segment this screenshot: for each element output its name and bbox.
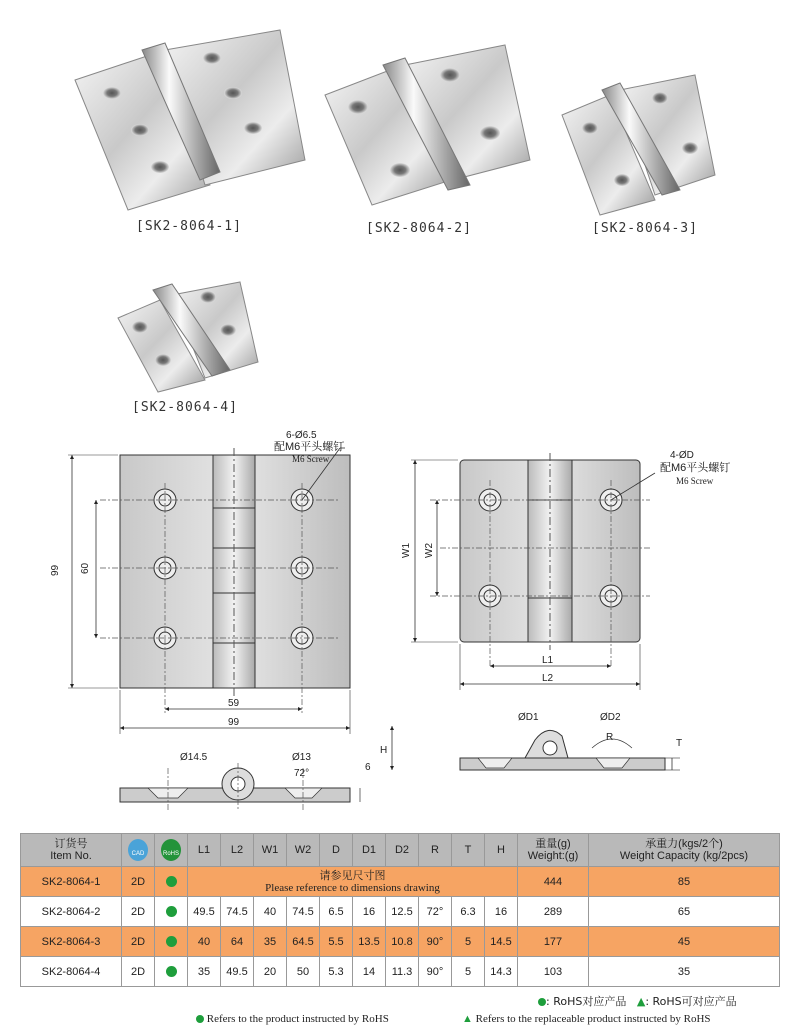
cell-item: SK2-8064-3 <box>21 927 122 957</box>
th-l1: L1 <box>188 834 221 867</box>
cell-cad: 2D <box>122 897 155 927</box>
table-header-row <box>21 834 780 867</box>
product-photos <box>0 0 800 420</box>
product-code-2: [SK2-8064-2] <box>366 221 472 236</box>
table-row <box>21 897 780 927</box>
rohs-dot-icon <box>166 936 177 947</box>
th-w1: W1 <box>254 834 287 867</box>
cell-t: 6.3 <box>452 897 485 927</box>
table-row <box>21 927 780 957</box>
cell-rohs <box>155 957 188 987</box>
triangle-icon: ▲ <box>462 1013 473 1025</box>
cell-d: 5.5 <box>320 927 353 957</box>
drawing1-side-view <box>120 763 360 810</box>
cell-cad: 2D <box>122 927 155 957</box>
drawing1-dim-height: 99 <box>50 564 61 576</box>
drawing1-dim-cs: Ø14.5 <box>180 752 208 763</box>
drawing2-h: H <box>380 745 388 756</box>
cell-item: SK2-8064-2 <box>21 897 122 927</box>
th-weight: 重量(g) Weight:(g) <box>518 834 589 867</box>
drawing2-hole-label: 4-ØD <box>670 450 694 461</box>
hinge-photo-3 <box>562 75 715 215</box>
table-row <box>21 867 780 897</box>
drawing2-d1: ØD1 <box>518 712 539 723</box>
drawing1-front-view <box>68 448 350 734</box>
cell-weight: 103 <box>518 957 589 987</box>
th-l2: L2 <box>221 834 254 867</box>
rohs-dot-icon <box>166 966 177 977</box>
drawing2-l2: L2 <box>542 673 554 684</box>
cell-rohs <box>155 867 188 897</box>
cell-capacity: 85 <box>589 867 780 897</box>
product-code-1: [SK2-8064-1] <box>136 219 242 234</box>
th-capacity: 承重力(kgs/2个) Weight Capacity (kg/2pcs) <box>589 834 780 867</box>
drawing2-d2: ØD2 <box>600 712 621 723</box>
hinge-photo-1 <box>75 30 305 210</box>
cell-d1: 16 <box>353 897 386 927</box>
drawing2-w2: W2 <box>424 543 435 558</box>
cell-h: 14.3 <box>485 957 518 987</box>
table-row <box>21 957 780 987</box>
drawing2-side-view <box>392 726 683 770</box>
cell-item: SK2-8064-1 <box>21 867 122 897</box>
cell-l1: 49.5 <box>188 897 221 927</box>
rohs-dot-icon <box>166 876 177 887</box>
drawing1-hole-label: 6-Ø6.5 <box>286 430 317 441</box>
hinge-photo-2 <box>325 45 530 205</box>
cell-capacity: 35 <box>589 957 780 987</box>
cell-l1: 40 <box>188 927 221 957</box>
cell-l2: 74.5 <box>221 897 254 927</box>
cell-d2: 11.3 <box>386 957 419 987</box>
legend-en-1: Refers to the product instructed by RoHS <box>196 1013 389 1025</box>
drawing2-t: T <box>676 738 683 749</box>
cell-d2: 12.5 <box>386 897 419 927</box>
cell-w2: 50 <box>287 957 320 987</box>
cell-d1: 14 <box>353 957 386 987</box>
cell-rohs <box>155 927 188 957</box>
drawing2-l1: L1 <box>542 655 554 666</box>
cell-note: 请参见尺寸图 Please reference to dimensions drawing <box>188 867 518 897</box>
cell-w1: 20 <box>254 957 287 987</box>
drawing1-dim-width: 99 <box>228 717 240 728</box>
product-code-3: [SK2-8064-3] <box>592 221 698 236</box>
technical-drawings <box>0 418 800 818</box>
drawing1-screw-en: M6 Screw <box>292 454 330 464</box>
rohs-dot-icon <box>166 906 177 917</box>
drawing2-w1: W1 <box>401 543 412 558</box>
cell-w2: 74.5 <box>287 897 320 927</box>
cell-capacity: 65 <box>589 897 780 927</box>
cell-weight: 444 <box>518 867 589 897</box>
cell-l1: 35 <box>188 957 221 987</box>
cell-l2: 64 <box>221 927 254 957</box>
cell-d1: 13.5 <box>353 927 386 957</box>
cell-w1: 40 <box>254 897 287 927</box>
drawing2-front-view <box>411 453 655 690</box>
cell-capacity: 45 <box>589 927 780 957</box>
drawing1-screw-cn: 配M6平头螺钉 <box>274 441 345 453</box>
cell-d: 5.3 <box>320 957 353 987</box>
drawing2-screw-en: M6 Screw <box>676 476 714 486</box>
cell-r: 72° <box>419 897 452 927</box>
product-code-4: [SK2-8064-4] <box>132 400 238 415</box>
th-w2: W2 <box>287 834 320 867</box>
drawing1-dim-hole-width: 59 <box>228 698 240 709</box>
rohs-dot-icon <box>196 1015 204 1023</box>
cell-h: 16 <box>485 897 518 927</box>
triangle-icon: ▲ <box>636 995 646 1008</box>
th-t: T <box>452 834 485 867</box>
cell-l2: 49.5 <box>221 957 254 987</box>
drawing2-r: R <box>606 732 614 743</box>
th-d: D <box>320 834 353 867</box>
cell-rohs <box>155 897 188 927</box>
drawing2-screw-cn: 配M6平头螺钉 <box>660 462 731 474</box>
th-h: H <box>485 834 518 867</box>
cell-w1: 35 <box>254 927 287 957</box>
cell-r: 90° <box>419 927 452 957</box>
cell-item: SK2-8064-4 <box>21 957 122 987</box>
cell-r: 90° <box>419 957 452 987</box>
rohs-icon: RoHS <box>161 839 181 861</box>
th-item: 订货号 Item No. <box>21 834 122 867</box>
th-r: R <box>419 834 452 867</box>
th-d2: D2 <box>386 834 419 867</box>
th-cad <box>122 834 155 867</box>
drawing1-dim-thick: 6 <box>365 762 371 773</box>
hinge-photo-4 <box>118 282 258 392</box>
cell-d2: 10.8 <box>386 927 419 957</box>
drawing1-dim-hole-spacing: 60 <box>80 562 91 574</box>
cell-t: 5 <box>452 957 485 987</box>
rohs-dot-icon <box>538 998 546 1006</box>
cell-h: 14.5 <box>485 927 518 957</box>
spec-table <box>20 833 780 987</box>
cell-t: 5 <box>452 927 485 957</box>
cell-weight: 289 <box>518 897 589 927</box>
legend-cn: : RoHS对应产品 ▲: RoHS可对应产品 <box>538 993 737 1009</box>
cell-d: 6.5 <box>320 897 353 927</box>
legend-en-2: ▲ Refers to the replaceable product instructed by RoHS <box>462 1013 711 1025</box>
cell-cad: 2D <box>122 867 155 897</box>
cell-cad: 2D <box>122 957 155 987</box>
drawing1-dim-pin: Ø13 <box>292 752 311 763</box>
cad-icon: CAD <box>128 839 148 861</box>
cell-weight: 177 <box>518 927 589 957</box>
drawing1-dim-angle: 72° <box>294 768 310 779</box>
th-d1: D1 <box>353 834 386 867</box>
th-rohs <box>155 834 188 867</box>
cell-w2: 64.5 <box>287 927 320 957</box>
